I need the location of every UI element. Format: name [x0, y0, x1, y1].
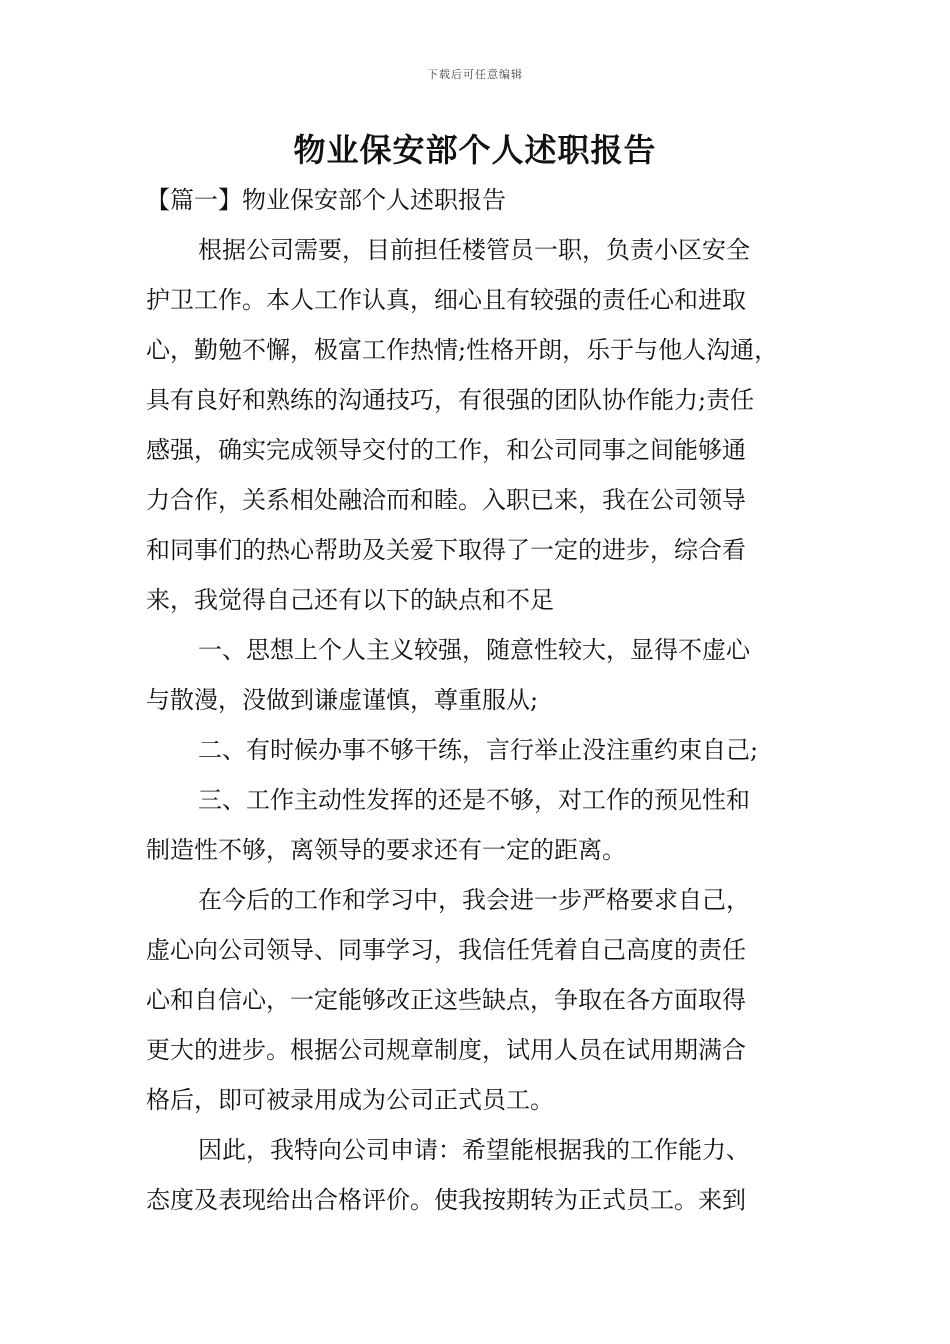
- paragraph-line: 护卫工作。本人工作认真，细心且有较强的责任心和进取: [146, 286, 746, 314]
- paragraph-line: 三、工作主动性发挥的还是不够，对工作的预见性和: [198, 786, 750, 814]
- paragraph-line: 更大的进步。根据公司规章制度，试用人员在试用期满合: [146, 1036, 746, 1064]
- paragraph-line: 根据公司需要，目前担任楼管员一职，负责小区安全: [198, 236, 750, 264]
- paragraph-line: 和同事们的热心帮助及关爱下取得了一定的进步，综合看: [146, 536, 746, 564]
- paragraph-line: 格后，即可被录用成为公司正式员工。: [146, 1086, 554, 1114]
- paragraph-line: 感强，确实完成领导交付的工作，和公司同事之间能够通: [146, 436, 746, 464]
- paragraph-line: 在今后的工作和学习中，我会进一步严格要求自己，: [198, 886, 750, 914]
- header-note: 下载后可任意编辑: [427, 68, 523, 81]
- paragraph-line: 因此，我特向公司申请：希望能根据我的工作能力、: [198, 1136, 750, 1164]
- paragraph-line: 一、思想上个人主义较强，随意性较大，显得不虚心: [198, 636, 750, 664]
- paragraph-line: 虚心向公司领导、同事学习，我信任凭着自己高度的责任: [146, 936, 746, 964]
- paragraph-line: 具有良好和熟练的沟通技巧，有很强的团队协作能力;责任: [146, 386, 755, 414]
- paragraph-line: 心，勤勉不懈，极富工作热情;性格开朗，乐于与他人沟通，: [146, 336, 779, 364]
- section-heading: 【篇一】物业保安部个人述职报告: [146, 186, 506, 214]
- paragraph-line: 态度及表现给出合格评价。使我按期转为正式员工。来到: [146, 1186, 746, 1214]
- paragraph-line: 二、有时候办事不够干练，言行举止没注重约束自己;: [198, 736, 759, 764]
- paragraph-line: 心和自信心，一定能够改正这些缺点，争取在各方面取得: [146, 986, 746, 1014]
- paragraph-line: 力合作，关系相处融洽而和睦。入职已来，我在公司领导: [146, 486, 746, 514]
- paragraph-line: 与散漫，没做到谦虚谨慎，尊重服从;: [146, 686, 539, 714]
- paragraph-line: 制造性不够，离领导的要求还有一定的距离。: [146, 836, 626, 864]
- paragraph-line: 来，我觉得自己还有以下的缺点和不足: [146, 586, 554, 614]
- document-title: 物业保安部个人述职报告: [293, 131, 657, 169]
